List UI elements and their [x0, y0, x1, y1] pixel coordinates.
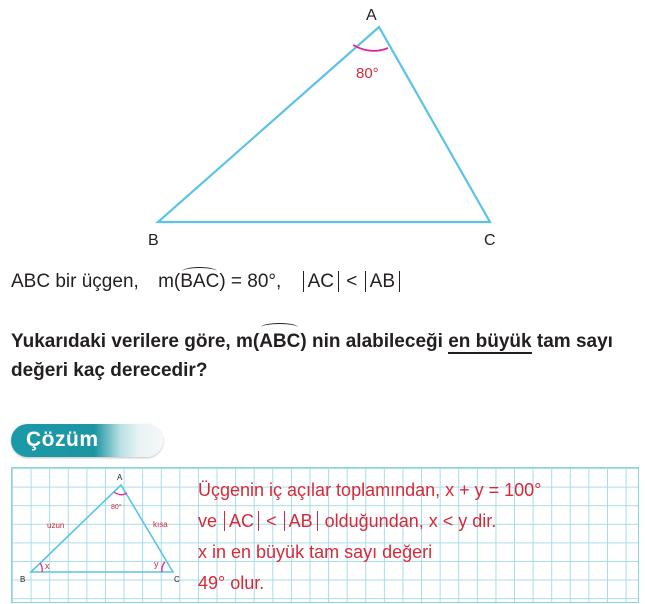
solution-relation: < [266, 511, 277, 531]
angle-abc: ABC [259, 327, 300, 356]
vertex-b-label: B [148, 232, 159, 249]
solution-angle-a-value: 80° [111, 504, 122, 511]
solution-angle-x: x [45, 561, 50, 571]
solution-vertex-c: C [174, 575, 180, 584]
solution-line-2-end: olduğundan, x < y dir. [324, 511, 497, 531]
side-relation: < [346, 271, 358, 292]
solution-label: Çözüm [26, 428, 99, 451]
side-ab: AB [365, 271, 400, 292]
solution-vertex-a: A [117, 473, 123, 482]
angle-a-value: 80° [356, 65, 379, 82]
solution-line-4: 49° olur. [198, 573, 265, 593]
question-part3: tam sayı değeri kaç derecedir? [11, 331, 613, 381]
solution-line-2-start: ve [198, 511, 218, 531]
solution-angle-y: y [154, 559, 159, 569]
solution-side-long: uzun [47, 521, 65, 530]
solution-line-3: x in en büyük tam sayı değeri [198, 542, 433, 562]
triangle-figure [0, 0, 645, 260]
side-ac: AC [303, 271, 339, 292]
solution-side-short: kısa [153, 520, 168, 529]
solution-angle-c-arc [162, 562, 165, 572]
question-part1: Yukarıdaki verilere göre, m( [11, 331, 260, 352]
solution-side-ab: AB [284, 511, 318, 531]
solution-text [198, 475, 541, 599]
triangle-abc [158, 27, 490, 222]
solution-line-2 [198, 506, 541, 537]
solution-side-ac: AC [224, 511, 259, 531]
question-part2: ) nin alabileceği [300, 331, 449, 352]
solution-vertex-b: B [20, 575, 26, 584]
solution-tab [11, 424, 163, 457]
angle-bac: BAC [180, 271, 220, 292]
question-underlined: en büyük [448, 331, 532, 352]
angle-suffix: ) = 80°, [219, 271, 282, 292]
given-text: ABC bir üçgen, [11, 271, 139, 292]
solution-line-1: Üçgenin iç açılar toplamından, x + y = 100° [198, 480, 542, 500]
given-statement [11, 271, 402, 293]
solution-angle-b-arc [40, 563, 42, 572]
solution-triangle-figure [11, 467, 196, 601]
question-text [11, 327, 641, 385]
vertex-c-label: C [484, 232, 496, 249]
vertex-a-label: A [366, 7, 377, 24]
angle-prefix: m( [158, 271, 181, 292]
